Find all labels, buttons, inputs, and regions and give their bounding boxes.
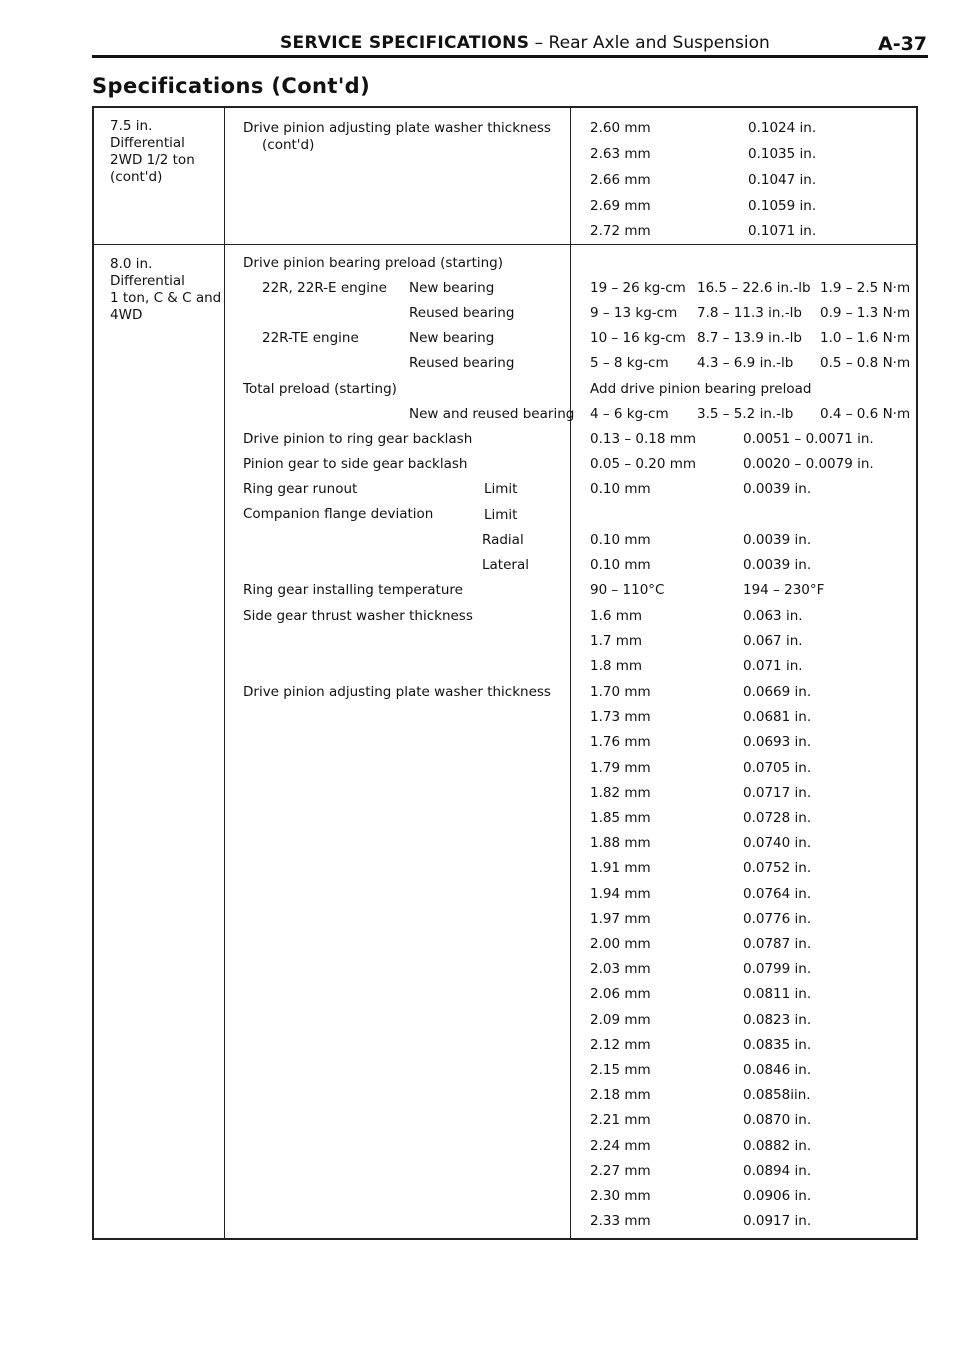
preload-kgcm: 5 – 8 kg-cm bbox=[590, 355, 669, 371]
side-washer-mm: 1.7 mm bbox=[590, 633, 643, 649]
component-line: 4WD bbox=[110, 307, 143, 323]
page-number: A-37 bbox=[878, 33, 928, 55]
plate-washer-inch: 0.0823 in. bbox=[743, 1012, 812, 1028]
temp-label: Ring gear installing temperature bbox=[243, 582, 463, 598]
plate-washer-inch: 0.0681 in. bbox=[743, 709, 812, 725]
value-inch: 0.1047 in. bbox=[748, 172, 817, 188]
plate-washer-mm: 1.76 mm bbox=[590, 734, 651, 750]
engine-label: 22R, 22R-E engine bbox=[262, 280, 387, 296]
flange-label: Companion flange deviation bbox=[243, 506, 434, 522]
plate-washer-mm: 2.00 mm bbox=[590, 936, 651, 952]
plate-washer-mm: 2.33 mm bbox=[590, 1213, 651, 1229]
backlash-ring-mm: 0.13 – 0.18 mm bbox=[590, 431, 697, 447]
plate-washer-mm: 1.88 mm bbox=[590, 835, 651, 851]
plate-washer-inch: 0.0717 in. bbox=[743, 785, 812, 801]
bearing-label: Reused bearing bbox=[409, 305, 515, 321]
preload-nm: 0.5 – 0.8 N·m bbox=[820, 355, 911, 371]
bearing-label: Reused bearing bbox=[409, 355, 515, 371]
component-line: 1 ton, C & C and bbox=[110, 290, 222, 306]
page-header-title bbox=[280, 33, 770, 53]
backlash-ring-inch: 0.0051 – 0.0071 in. bbox=[743, 431, 874, 447]
total-inlb: 3.5 – 5.2 in.-lb bbox=[697, 406, 794, 422]
side-washer-inch: 0.067 in. bbox=[743, 633, 803, 649]
value-mm: 2.66 mm bbox=[590, 172, 651, 188]
table-top-border bbox=[92, 106, 918, 108]
plate-washer-inch: 0.0835 in. bbox=[743, 1037, 812, 1053]
header-title-rest: – Rear Axle and Suspension bbox=[529, 33, 770, 53]
header-title-bold: SERVICE SPECIFICATIONS bbox=[280, 33, 530, 53]
plate-washer-mm: 2.06 mm bbox=[590, 986, 651, 1002]
plate-washer-mm: 1.79 mm bbox=[590, 760, 651, 776]
side-washer-inch: 0.071 in. bbox=[743, 658, 803, 674]
backlash-side-label: Pinion gear to side gear backlash bbox=[243, 456, 468, 472]
plate-washer-mm: 2.18 mm bbox=[590, 1087, 651, 1103]
side-washer-inch: 0.063 in. bbox=[743, 608, 803, 624]
row-divider bbox=[92, 244, 918, 245]
section-title: Specifications (Cont'd) bbox=[92, 74, 371, 98]
component-line: 7.5 in. bbox=[110, 118, 153, 134]
value-mm: 2.69 mm bbox=[590, 198, 651, 214]
plate-washer-inch: 0.0764 in. bbox=[743, 886, 812, 902]
plate-washer-inch: 0.0894 in. bbox=[743, 1163, 812, 1179]
plate-washer-inch: 0.0882 in. bbox=[743, 1138, 812, 1154]
preload-kgcm: 10 – 16 kg-cm bbox=[590, 330, 686, 346]
lateral-mm: 0.10 mm bbox=[590, 557, 651, 573]
plate-washer-inch: 0.0917 in. bbox=[743, 1213, 812, 1229]
table-left-border bbox=[92, 106, 94, 1240]
plate-washer-inch: 0.0870 in. bbox=[743, 1112, 812, 1128]
component-line: (cont'd) bbox=[110, 169, 163, 185]
value-mm: 2.60 mm bbox=[590, 120, 651, 136]
backlash-side-mm: 0.05 – 0.20 mm bbox=[590, 456, 697, 472]
plate-washer-inch: 0.0858iin. bbox=[743, 1087, 811, 1103]
table-bottom-border bbox=[92, 1238, 918, 1240]
value-inch: 0.1024 in. bbox=[748, 120, 817, 136]
plate-washer-mm: 1.73 mm bbox=[590, 709, 651, 725]
runout-mm: 0.10 mm bbox=[590, 481, 651, 497]
engine-label: 22R-TE engine bbox=[262, 330, 359, 346]
plate-washer-inch: 0.0752 in. bbox=[743, 860, 812, 876]
backlash-ring-label: Drive pinion to ring gear backlash bbox=[243, 431, 473, 447]
plate-washer-mm: 2.12 mm bbox=[590, 1037, 651, 1053]
total-nm: 0.4 – 0.6 N·m bbox=[820, 406, 911, 422]
plate-washer-mm: 2.03 mm bbox=[590, 961, 651, 977]
plate-washer-inch: 0.0799 in. bbox=[743, 961, 812, 977]
component-line: 2WD 1/2 ton bbox=[110, 152, 195, 168]
table-right-border bbox=[916, 106, 918, 1240]
plate-washer-inch: 0.0906 in. bbox=[743, 1188, 812, 1204]
side-washer-label: Side gear thrust washer thickness bbox=[243, 608, 473, 624]
radial-label: Radial bbox=[482, 532, 524, 548]
plate-washer-mm: 1.82 mm bbox=[590, 785, 651, 801]
lateral-label: Lateral bbox=[482, 557, 529, 573]
plate-washer-inch: 0.0846 in. bbox=[743, 1062, 812, 1078]
column-divider-1 bbox=[224, 106, 225, 1240]
plate-washer-mm: 1.97 mm bbox=[590, 911, 651, 927]
runout-limit: Limit bbox=[484, 481, 518, 497]
value-inch: 0.1035 in. bbox=[748, 146, 817, 162]
total-preload-label: Total preload (starting) bbox=[243, 381, 397, 397]
plate-washer-mm: 2.09 mm bbox=[590, 1012, 651, 1028]
plate-washer-mm: 1.70 mm bbox=[590, 684, 651, 700]
plate-washer-mm: 2.27 mm bbox=[590, 1163, 651, 1179]
preload-kgcm: 19 – 26 kg-cm bbox=[590, 280, 686, 296]
plate-washer-mm: 2.24 mm bbox=[590, 1138, 651, 1154]
plate-washer-mm: 2.21 mm bbox=[590, 1112, 651, 1128]
radial-inch: 0.0039 in. bbox=[743, 532, 812, 548]
plate-washer-inch: 0.0728 in. bbox=[743, 810, 812, 826]
value-inch: 0.1071 in. bbox=[748, 223, 817, 239]
plate-washer-inch: 0.0776 in. bbox=[743, 911, 812, 927]
plate-washer-mm: 2.30 mm bbox=[590, 1188, 651, 1204]
component-line: Differential bbox=[110, 273, 185, 289]
plate-washer-inch: 0.0669 in. bbox=[743, 684, 812, 700]
preload-inlb: 8.7 – 13.9 in.-lb bbox=[697, 330, 802, 346]
runout-inch: 0.0039 in. bbox=[743, 481, 812, 497]
plate-washer-inch: 0.0740 in. bbox=[743, 835, 812, 851]
preload-nm: 1.0 – 1.6 N·m bbox=[820, 330, 911, 346]
plate-washer-inch: 0.0705 in. bbox=[743, 760, 812, 776]
preload-inlb: 4.3 – 6.9 in.-lb bbox=[697, 355, 794, 371]
bearing-label: New bearing bbox=[409, 280, 495, 296]
side-washer-mm: 1.6 mm bbox=[590, 608, 643, 624]
preload-heading: Drive pinion bearing preload (starting) bbox=[243, 255, 504, 271]
value-mm: 2.63 mm bbox=[590, 146, 651, 162]
component-line: 8.0 in. bbox=[110, 256, 153, 272]
temp-celsius: 90 – 110°C bbox=[590, 582, 665, 598]
item-label: Drive pinion adjusting plate washer thickness bbox=[243, 120, 551, 136]
lateral-inch: 0.0039 in. bbox=[743, 557, 812, 573]
preload-nm: 1.9 – 2.5 N·m bbox=[820, 280, 911, 296]
plate-washer-inch: 0.0693 in. bbox=[743, 734, 812, 750]
plate-washer-mm: 1.91 mm bbox=[590, 860, 651, 876]
side-washer-mm: 1.8 mm bbox=[590, 658, 643, 674]
bearing-label: New bearing bbox=[409, 330, 495, 346]
value-mm: 2.72 mm bbox=[590, 223, 651, 239]
runout-label: Ring gear runout bbox=[243, 481, 358, 497]
plate-washer-mm: 1.85 mm bbox=[590, 810, 651, 826]
value-inch: 0.1059 in. bbox=[748, 198, 817, 214]
header-rule bbox=[92, 55, 928, 58]
plate-washer-label: Drive pinion adjusting plate washer thickness bbox=[243, 684, 551, 700]
item-label-cont: (cont'd) bbox=[262, 137, 315, 153]
temp-fahrenheit: 194 – 230°F bbox=[743, 582, 825, 598]
preload-kgcm: 9 – 13 kg-cm bbox=[590, 305, 678, 321]
plate-washer-inch: 0.0811 in. bbox=[743, 986, 812, 1002]
preload-inlb: 16.5 – 22.6 in.-lb bbox=[697, 280, 811, 296]
column-divider-2 bbox=[570, 106, 571, 1240]
total-kgcm: 4 – 6 kg-cm bbox=[590, 406, 669, 422]
plate-washer-mm: 1.94 mm bbox=[590, 886, 651, 902]
flange-limit: Limit bbox=[484, 507, 518, 523]
add-preload-label: Add drive pinion bearing preload bbox=[590, 381, 812, 397]
radial-mm: 0.10 mm bbox=[590, 532, 651, 548]
component-line: Differential bbox=[110, 135, 185, 151]
new-reused-label: New and reused bearing bbox=[409, 406, 575, 422]
plate-washer-mm: 2.15 mm bbox=[590, 1062, 651, 1078]
preload-inlb: 7.8 – 11.3 in.-lb bbox=[697, 305, 802, 321]
backlash-side-inch: 0.0020 – 0.0079 in. bbox=[743, 456, 874, 472]
plate-washer-inch: 0.0787 in. bbox=[743, 936, 812, 952]
preload-nm: 0.9 – 1.3 N·m bbox=[820, 305, 911, 321]
